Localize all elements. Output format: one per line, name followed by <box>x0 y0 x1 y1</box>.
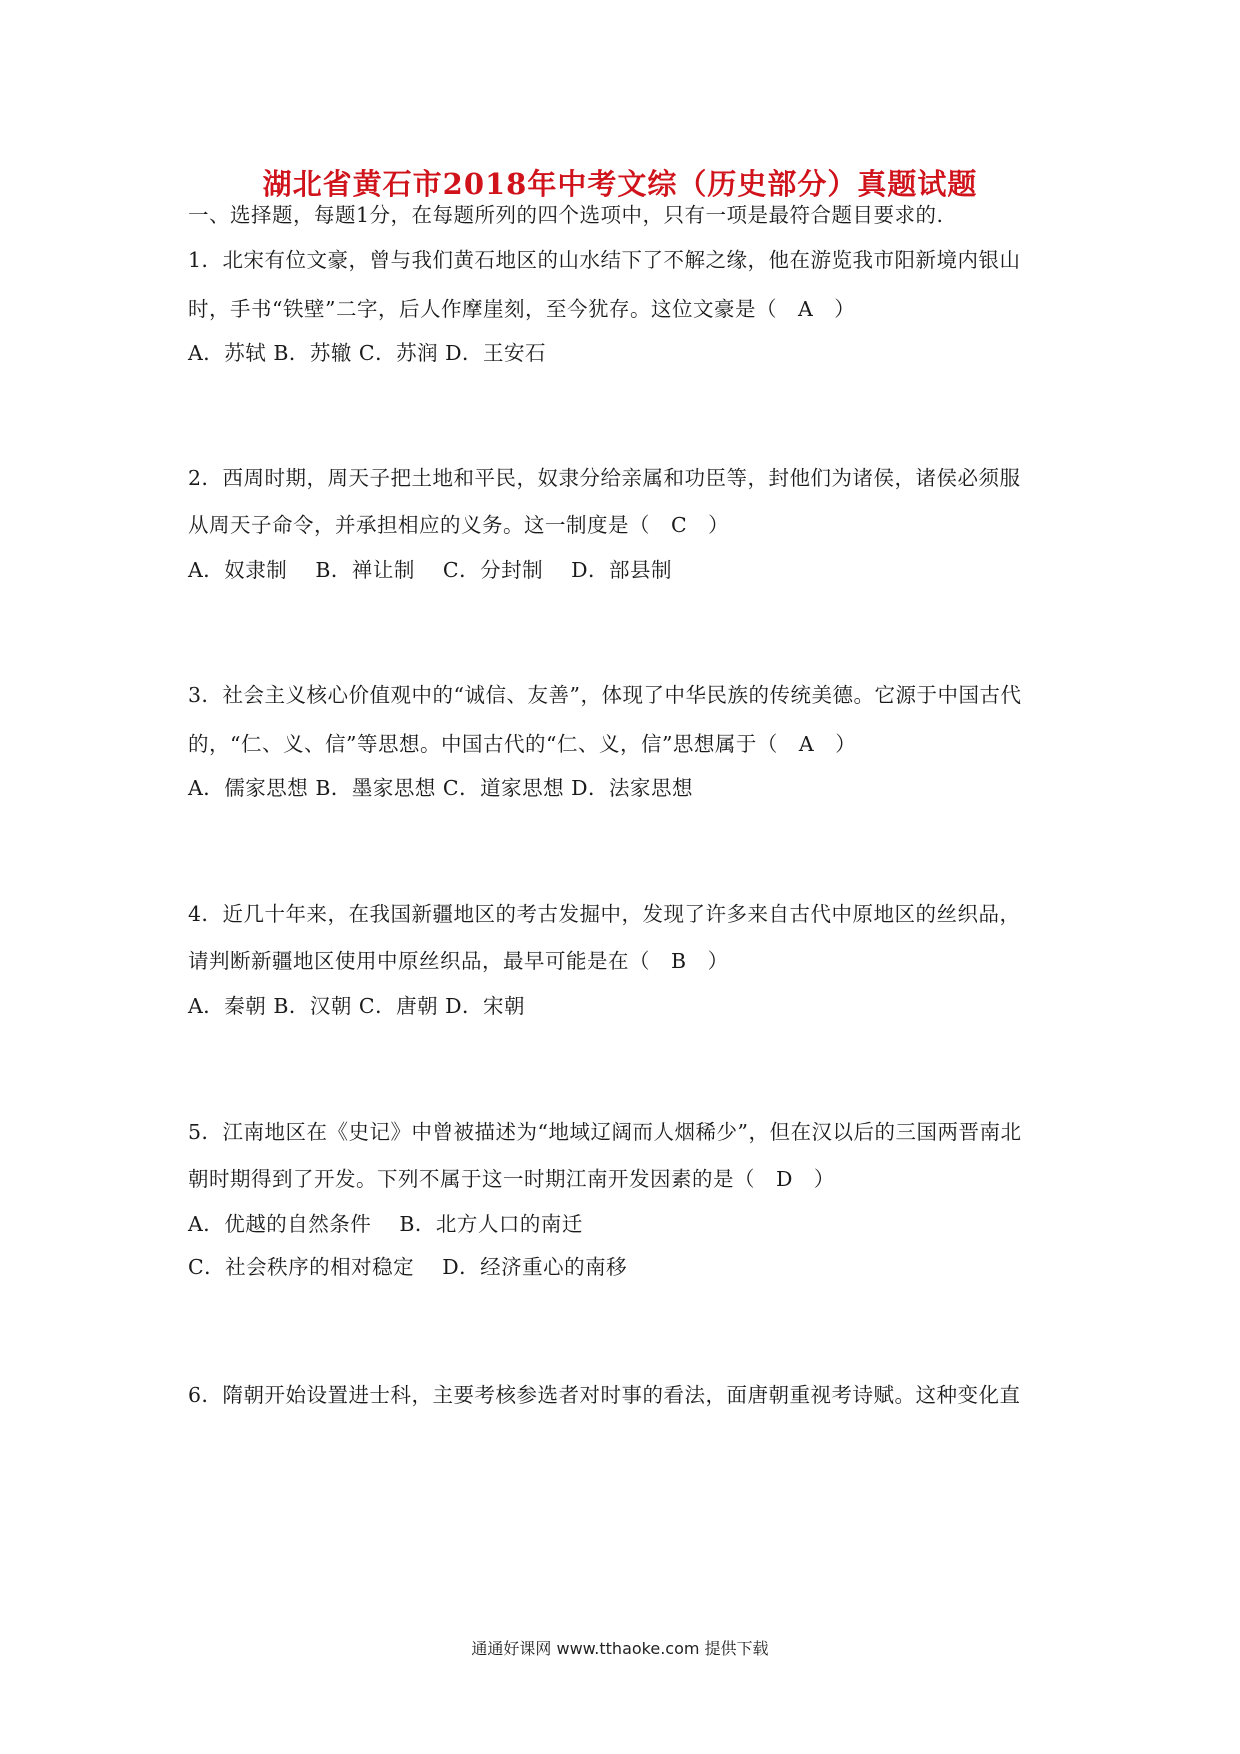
question-3-line-2: 的，“仁、义、信”等思想。中国古代的“仁、义，信”思想属于（ A ） <box>188 732 857 756</box>
page-footer: 通通好课网 www.tthaoke.com 提供下载 <box>471 1639 769 1658</box>
question-4-line-1: 4．近几十年来，在我国新疆地区的考古发掘中，发现了许多来自古代中原地区的丝织品， <box>188 902 1021 926</box>
question-5-options-1: A．优越的自然条件 B．北方人口的南迁 <box>188 1212 583 1236</box>
question-4-options: A．秦朝 B．汉朝 C．唐朝 D．宋朝 <box>188 994 526 1018</box>
question-4-line-2: 请判断新疆地区使用中原丝织品，最早可能是在（ B ） <box>188 949 729 973</box>
question-2-line-2: 从周天子命令，并承担相应的义务。这一制度是（ C ） <box>188 513 730 537</box>
question-5-options-2: C．社会秩序的相对稳定 D．经济重心的南移 <box>188 1255 628 1279</box>
question-1-line-1: 1．北宋有位文豪，曾与我们黄石地区的山水结下了不解之缘，他在游览我市阳新境内银山 <box>188 248 1021 272</box>
question-6-line-1: 6．隋朝开始设置进士科，主要考核参选者对时事的看法，面唐朝重视考诗赋。这种变化直 <box>188 1383 1021 1407</box>
question-2-options: A．奴隶制 B．禅让制 C．分封制 D．部县制 <box>188 558 673 582</box>
section-heading: 一、选择题，每题1分，在每题所列的四个选项中，只有一项是最符合题目要求的. <box>188 203 944 227</box>
question-3-line-1: 3．社会主义核心价值观中的“诚信、友善”，体现了中华民族的传统美德。它源于中国古代 <box>188 683 1022 707</box>
question-1-options: A．苏轼 B．苏辙 C．苏润 D．王安石 <box>188 341 547 365</box>
question-1-line-2: 时，手书“铁壁”二字，后人作摩崖刻，至今犹存。这位文豪是（ A ） <box>188 297 856 321</box>
question-5-line-2: 朝时期得到了开发。下列不属于这一时期江南开发因素的是（ D ） <box>188 1167 835 1191</box>
question-2-line-1: 2．西周时期，周天子把土地和平民，奴隶分给亲属和功臣等，封他们为诸侯，诸侯必须服 <box>188 466 1021 490</box>
page-title: 湖北省黄石市2018年中考文综（历史部分）真题试题 <box>262 167 978 201</box>
question-5-line-1: 5．江南地区在《史记》中曾被描述为“地域辽阔而人烟稀少”，但在汉以后的三国两晋南北 <box>188 1120 1022 1144</box>
question-3-options: A．儒家思想 B．墨家思想 C．道家思想 D．法家思想 <box>188 776 694 800</box>
